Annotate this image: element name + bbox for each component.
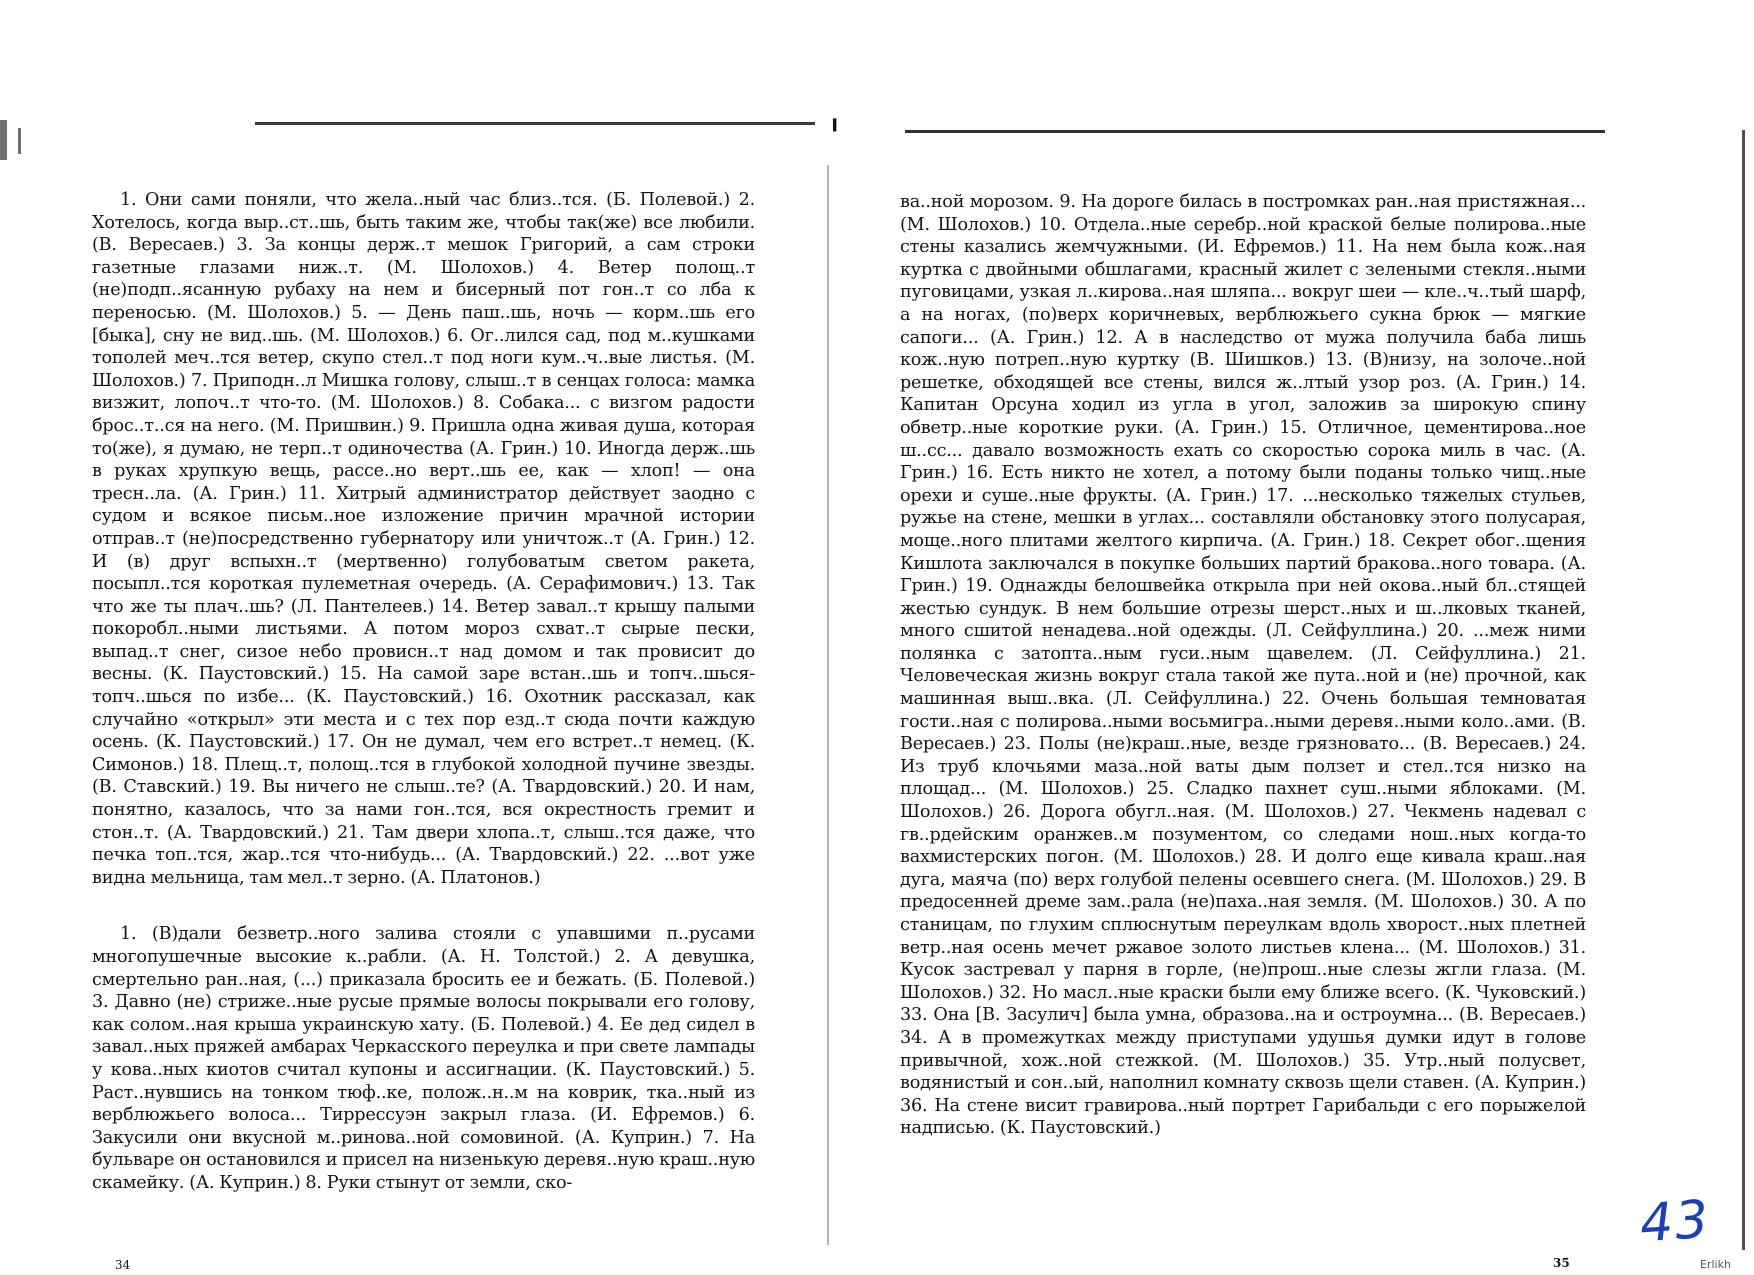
exercise-paragraph-continued: ва..ной морозом. 9. На дороге билась в постромках ран..ная пристяжная... (М. Шолохов.) 10. Отдела..ные серебр..ной краской белые полирова..ные стены казались жемчужными. (И. Ефремов.) 11. На нем была кож..ная куртка с двойными обшлагами, красный жилет с зелеными стекля..ными пуговицами, узкая л..кирова..ная шляпа... вокруг шеи — кле..ч..тый шарф, а на ногах, (по)верх коричневых, верблюжьего сукна брюк — мягкие сапоги... (А. Грин.) 12. А в наследство от мужа получила баба лишь кож..ную потреп..ную куртку (В. Шишков.) 13. (В)низу, на золоче..ной решетке, обходящей все стены, вился ж..лтый узор роз. (А. Грин.) 14. Капитан Орсуна ходил из угла в угол, заложив за широкую спину обветр..ные короткие руки. (А. Грин.) 15. Отличное, цементирова..ное ш..сс... давало возможность ехать со скоростью сорока миль в час. (А. Грин.) 16. Есть никто не хотел, а потому были поданы только чищ..ные орехи и суше..ные фрукты. (А. Грин.) 17. ...несколько тяжелых стульев, ружье на стене, мешки в углах... составляли обстановку этого полусарая, моще..ного плитами желтого кирпича. (А. Грин.) 18. Секрет обог..щения Кишлота заключался в покупке больших партий бракова..ного товара. (А. Грин.) 19. Однажды белошвейка открыла при ней окова..ный бл..стящей жестью сундук. В нем большие отрезы шерст..ных и ш..лковых тканей, много сшитой ненадева..ной одежды. (Л. Сейфуллина.) 20. ...меж ними полянка с затопта..ным гуси..ным щавелем. (Л. Сейфуллина.) 21. Человеческая жизнь вокруг стала такой же пута..ной и (не) прочной, как машинная выш..вка. (Л. Сейфуллина.) 22. Очень большая темноватая гости..ная с полирова..ными восьмигра..ными деревя..ными коло..ами. (В. Вересаев.) 23. Полы (не)краш..ные, везде грязновато... (В. Вересаев.) 24. Из труб клочьями маза..ной ваты дым ползет и стел..тся низко на площад... (М. Шолохов.) 25. Сладко пахнет суш..ными яблоками. (М. Шолохов.) 26. Дорога обугл..ная. (М. Шолохов.) 27. Чекмень надевал с гв..рдейским оранжев..м позументом, со следами нош..ных когда-то вахмистерских погон. (М. Шолохов.) 28. И долго еще кивала краш..ная дуга, маяча (по) верх голубой пелены осевшего снега. (М. Шолохов.) 29. В предосенней дреме зам..рала (не)паха..ная земля. (М. Шолохов.) 30. А по станицам, по глухим сплюснутым переулкам вдоль хворост..ных плетней ветр..ная осень мечет ржавое золото листьев клена... (М. Шолохов.) 31. Кусок застревал у парня в горле, (не)прош..ные слезы жгли глаза. (М. Шолохов.) 32. Но масл..ные краски были ему ближе всего. (К. Чуковский.) 33. Она [В. Засулич] была умна, образова..на и остроумна... (В. Вересаев.) 34. А в промежутках между приступами удушья думки идут в голове привычной, хож..ной стежкой. (М. Шолохов.) 35. Утр..ный полусвет, водянистый и сон..ый, наполнил комнату сквозь щели ставен. (А. Куприн.) 36. На стене висит гравирова..ный портрет Гарибальди с его порыжелой надписью. (К. Паустовский.) xyxy=(900,192,1586,1139)
page-edge-left-mark xyxy=(18,128,21,154)
page-edge-right xyxy=(1742,130,1745,1250)
watermark-text: Erlikh xyxy=(1700,1258,1731,1271)
right-page-text xyxy=(900,191,1586,1140)
book-spine xyxy=(827,165,829,1245)
exercise-paragraph-2: 1. (В)дали безветр..ного залива стояли с упавшими п..русами многопушечные высокие к..рабли. (А. Н. Толстой.) 2. А девушка, смертельно ран..ная, (...) приказала бросить ее и бежать. (Б. Полевой.) 3. Давно (не) стриже..ные русые прямые волосы покрывали его голову, как солом..ная крыша украинскую хату. (Б. Полевой.) 4. Ее дед сидел в завал..ных пряжей амбарах Черкасского переулка и при свете лампады у кова..ных киотов считал купоны и ассигнации. (К. Паустовский.) 5. Раст..нувшись на тонком тюф..ке, полож..н..м на коврик, тка..ный из верблюжьего волоса... Тиррессуэн закрыл глаза. (И. Ефремов.) 6. Закусили они вкусной м..ринова..ной сомовиной. (А. Куприн.) 7. На бульваре он остановился и присел на низенькую деревя..ную краш..ную скамейку. (А. Куприн.) 8. Руки стынут от земли, ско- xyxy=(92,924,755,1193)
top-rule-left xyxy=(255,122,815,125)
binding-mark: ╹ xyxy=(828,119,842,145)
exercise-paragraph-1: 1. Они сами поняли, что жела..ный час близ..тся. (Б. Полевой.) 2. Хотелось, когда выр..ст..шь, быть таким же, чтобы так(же) все любили. (В. Вересаев.) 3. За концы держ..т мешок Григорий, а сам строки газетные глазами ниж..т. (М. Шолохов.) 4. Ветер полощ..т (не)подп..ясанную рубаху на нем и бисерный пот гон..т со лба к переносью. (М. Шолохов.) 5. — День паш..шь, ночь — корм..шь его [быка], сну не вид..шь. (М. Шолохов.) 6. Ог..лился сад, под м..кушками тополей меч..тся ветер, скупо стел..т под ноги кум..ч..вые листья. (М. Шолохов.) 7. Приподн..л Мишка голову, слыш..т в сенцах голоса: мамка визжит, лопоч..т что-то. (М. Шолохов.) 8. Собака... с визгом радости брос..т..ся на него. (М. Пришвин.) 9. Пришла одна живая душа, которая то(же), я думаю, не терп..т одиночества (А. Грин.) 10. Иногда держ..шь в руках хрупкую вещь, рассе..но верт..шь ее, как — хлоп! — она тресн..ла. (А. Грин.) 11. Хитрый администратор действует заодно с судом и всякое письм..ное изложение причин мрачной истории отправ..т (не)посредственно губернатору или уничтож..т (А. Грин.) 12. И (в) друг вспыхн..т (мертвенно) голубоватым светом ракета, посыпл..тся короткая пулеметная очередь. (А. Серафимович.) 13. Так что же ты плач..шь? (Л. Пантелеев.) 14. Ветер завал..т крышу палыми покоробл..ными листьями. А потом мороз схват..т сырые пески, выпад..т снег, сизое небо провисн..т над домом и так провисит до весны. (К. Паустовский.) 15. На самой заре встан..шь и топч..шься-топч..шься по избе... (К. Паустовский.) 16. Охотник рассказал, как случайно «открыл» эти места и с тех пор езд..т сюда почти каждую осень. (К. Паустовский.) 17. Он не думал, чем его встрет..т немец. (К. Симонов.) 18. Плещ..т, полощ..тся в глубокой холодной пучине звезды. (В. Ставский.) 19. Вы ничего не слыш..те? (А. Твардовский.) 20. И нам, понятно, казалось, что за нами гон..тся, вся окрестность гремит и стон..т. (А. Твардовский.) 21. Там двери хлопа..т, слыш..тся даже, что печка топ..тся, жар..тся что-нибудь... (А. Твардовский.) 22. ...вот уже видна мельница, там мел..т зерно. (А. Платонов.) xyxy=(92,190,755,888)
top-rule-right xyxy=(905,130,1605,133)
handwritten-page-note: 43 xyxy=(1637,1189,1713,1255)
page-number-left: 34 xyxy=(115,1258,131,1272)
page-number-right: 35 xyxy=(1553,1256,1570,1270)
page-edge-left xyxy=(0,120,7,160)
left-page-text xyxy=(92,189,755,1195)
